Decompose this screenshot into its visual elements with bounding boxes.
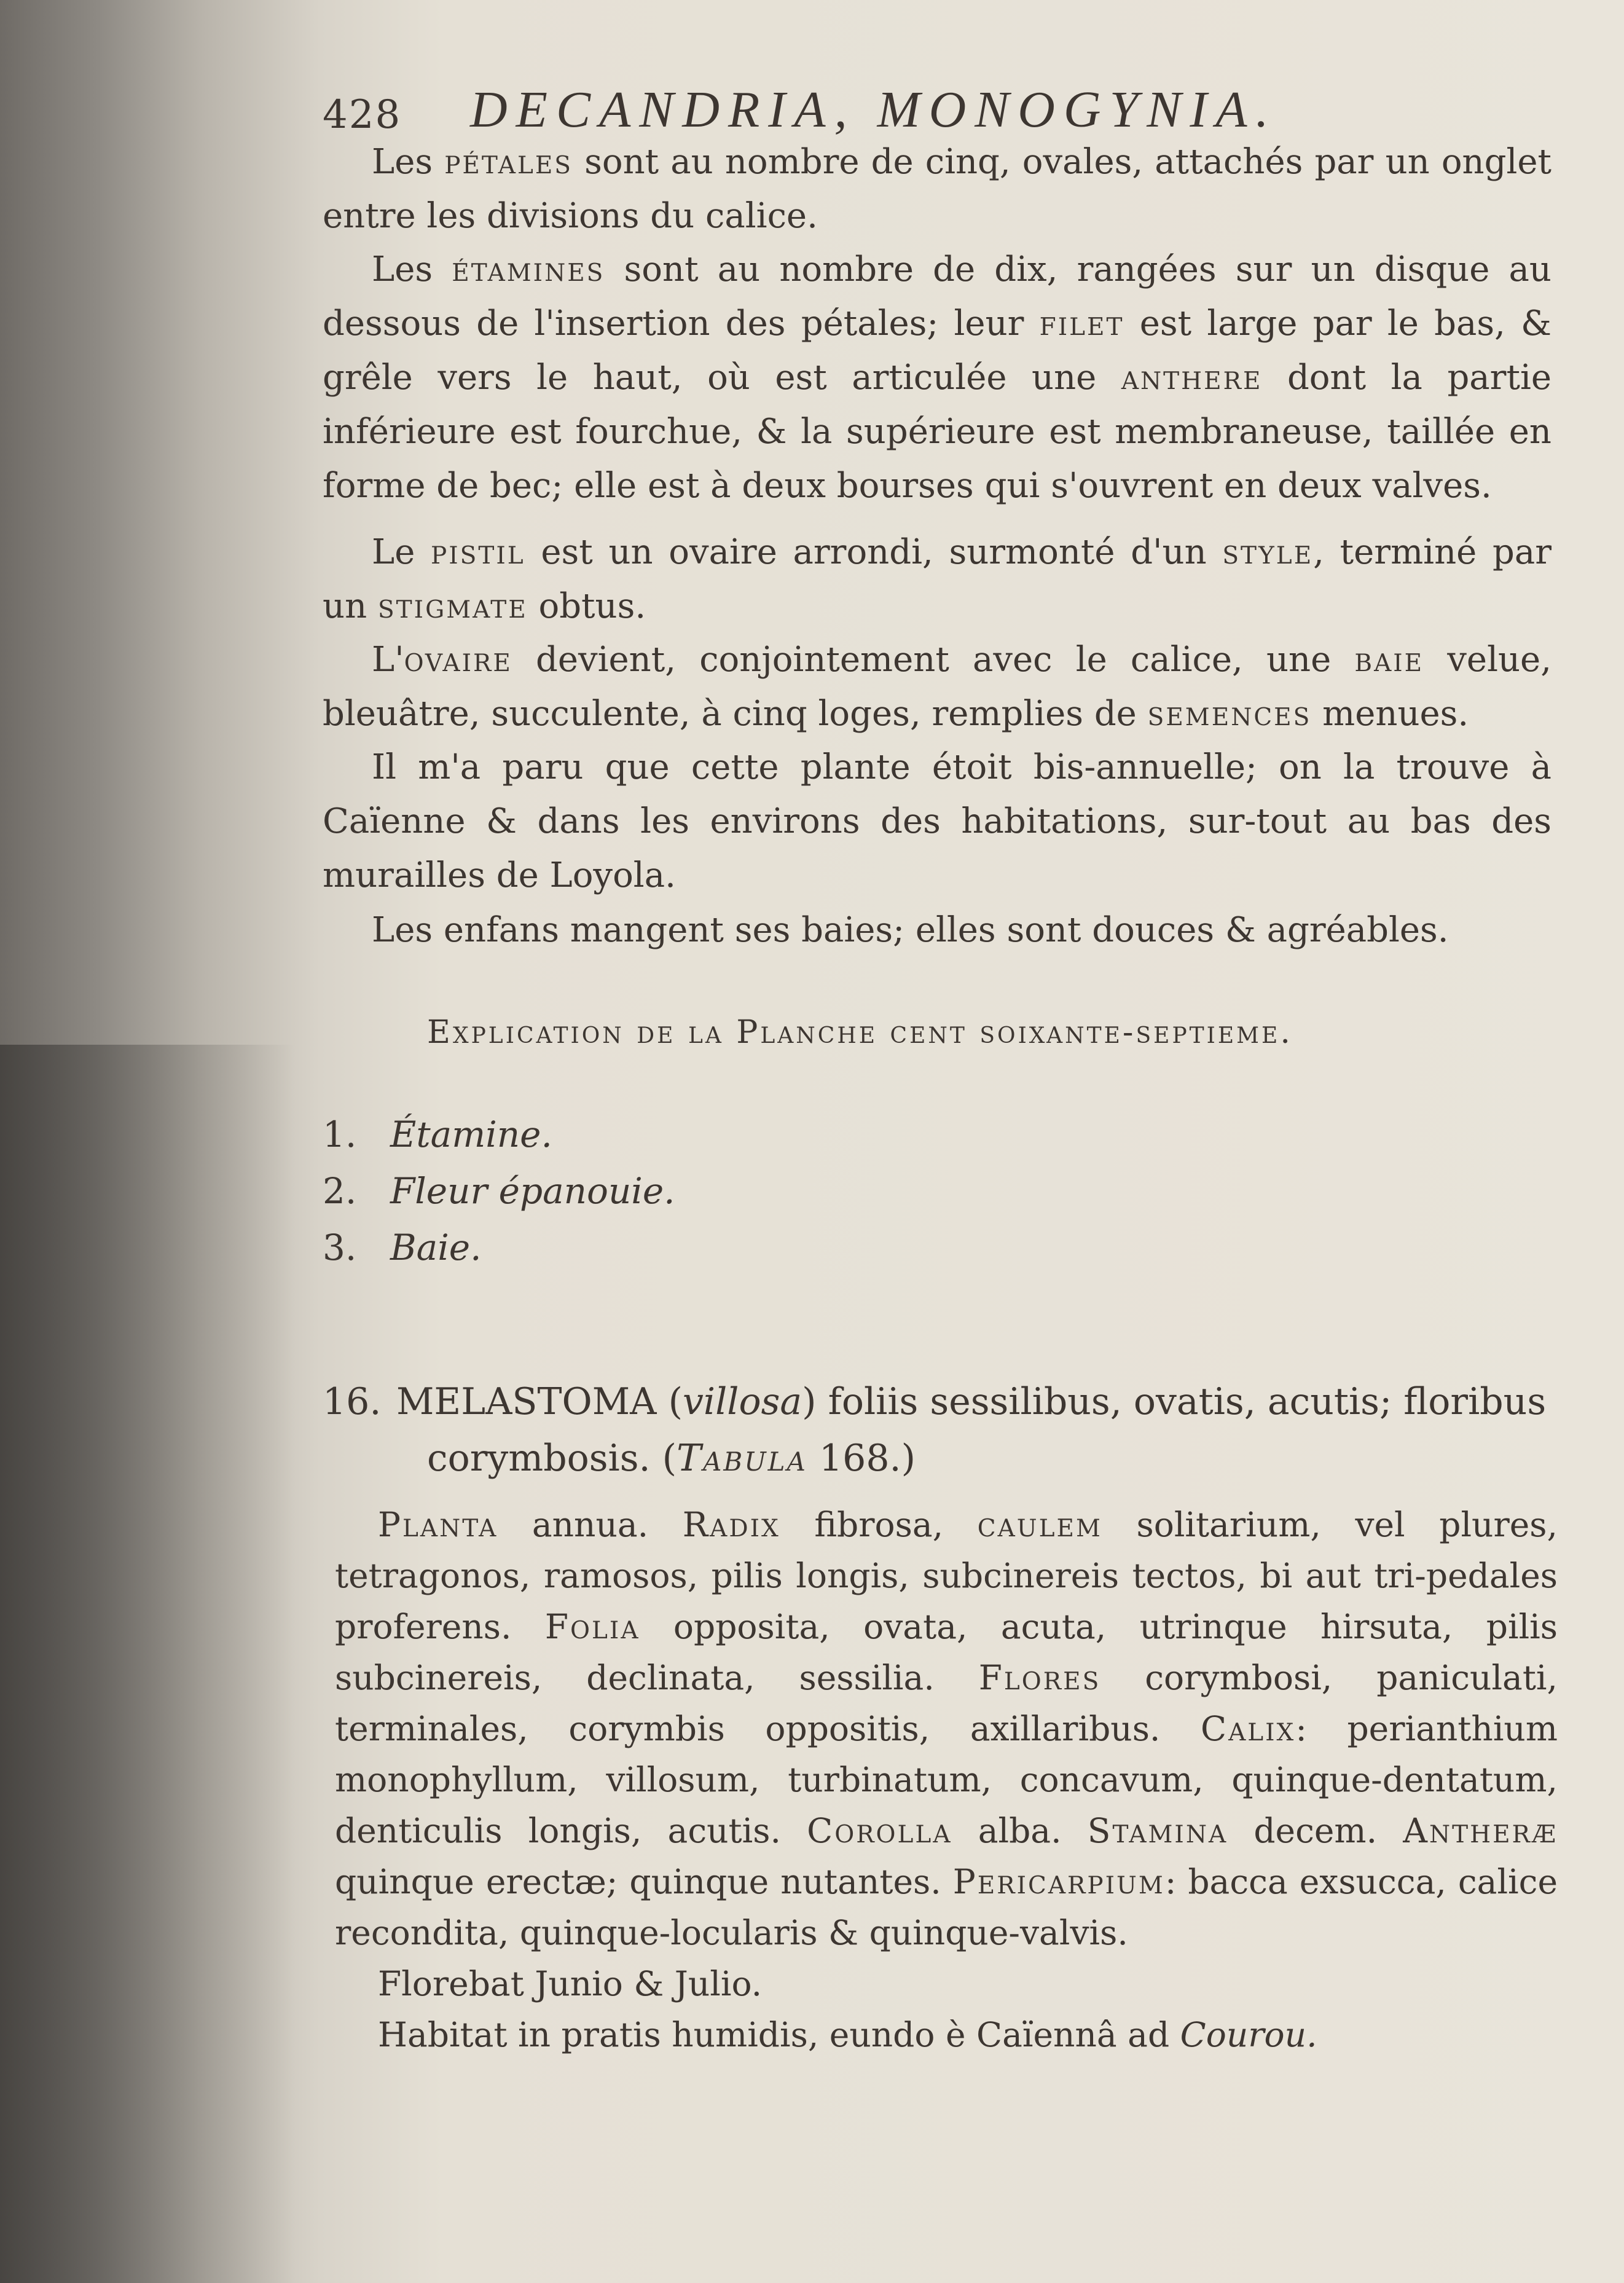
paragraph-etamines: Les étamines sont au nombre de dix, rangées sur un disque au dessous de l'insertion des pétales; leur filet est large par le bas, & grêle vers le haut, où est articulée une anthere dont la partie inférieure est fourchue, & la supérieure est membraneuse, taillée en forme de bec; elle est à deux bourses qui s'ouvrent en deux valves.	[323, 250, 1552, 506]
paragraph-ovaire: L'ovaire devient, conjointement avec le calice, une baie velue, bleuâtre, succulente, à cinq loges, remplies de semences menues.	[323, 640, 1551, 734]
tabula-number: 168.)	[818, 1437, 916, 1480]
paragraph-pistil: Le pistil est un ovaire arrondi, surmonté d'un style, terminé par un stigmate obtus.	[323, 532, 1551, 626]
figure-item	[323, 1163, 675, 1219]
running-title: DECANDRIA, MONOGYNIA.	[470, 81, 1277, 138]
figure-item	[323, 1219, 675, 1276]
figure-list	[323, 1106, 675, 1276]
species-diagnosis: foliis sessilibus, ovatis, acutis; floribus	[816, 1380, 1547, 1423]
species-line-2: corymbosis. (Tabula 168.)	[427, 1437, 916, 1480]
paragraph-habitat-fr: Il m'a paru que cette plante étoit bis-annuelle; on la trouve à Caïenne & dans les environs des habitations, sur-tout au bas des murailles de Loyola.	[323, 747, 1551, 895]
habitat-line: Habitat in pratis humidis, eundo è Caïennâ ad Courou.	[378, 2015, 1317, 2054]
florebat-line: Florebat Junio & Julio.	[378, 1964, 763, 2003]
species-line-1: 16. MELASTOMA (villosa) foliis sessilibus, ovatis, acutis; floribus	[323, 1373, 1551, 1430]
page-number: 428	[323, 92, 402, 138]
species-entry	[323, 1373, 1551, 1487]
paragraph-petales: Les pétales sont au nombre de cinq, ovales, attachés par un onglet entre les divisions du calice.	[323, 142, 1551, 236]
plate-explanation-heading: Explication de la Planche cent soixante-septieme.	[427, 1014, 1293, 1051]
tabula-ref: Tabula	[677, 1437, 807, 1480]
figure-number: 1.	[323, 1114, 357, 1155]
figure-caption: Baie.	[390, 1227, 482, 1268]
page-header	[310, 74, 1478, 141]
figure-number: 2.	[323, 1170, 357, 1212]
species-number: 16.	[323, 1380, 382, 1423]
figure-caption: Étamine.	[390, 1114, 552, 1155]
figure-caption: Fleur épanouie.	[390, 1170, 675, 1212]
binding-shadow	[0, 1045, 295, 2283]
species-epithet: villosa	[682, 1380, 802, 1423]
figure-item	[323, 1106, 675, 1163]
genus-name: MELASTOMA	[396, 1380, 657, 1423]
paragraph-enfans: Les enfans mangent ses baies; elles sont douces & agréables.	[372, 910, 1449, 950]
latin-description	[335, 1499, 1558, 2061]
latin-paragraph: Planta annua. Radix fibrosa, caulem solitarium, vel plures, tetragonos, ramosos, pilis longis, subcinereis tectos, bi aut tri-pedales proferens. Folia opposita, ovata, acuta, utrinque hirsuta, pilis subcinereis, declinata, sessilia. Flores corymbosi, paniculati, terminales, corymbis oppositis, axillaribus. Calix: perianthium monophyllum, villosum, turbinatum, concavum, quinque-dentatum, denticulis longis, acutis. Corolla alba. Stamina decem. Antheræ quinque erectæ; quinque nutantes. Pericarpium: bacca exsucca, calice recondita, quinque-locularis & quinque-valvis.	[335, 1505, 1558, 1952]
figure-number: 3.	[323, 1227, 357, 1268]
book-page	[310, 68, 1570, 2054]
place-name: Courou.	[1180, 2015, 1317, 2054]
